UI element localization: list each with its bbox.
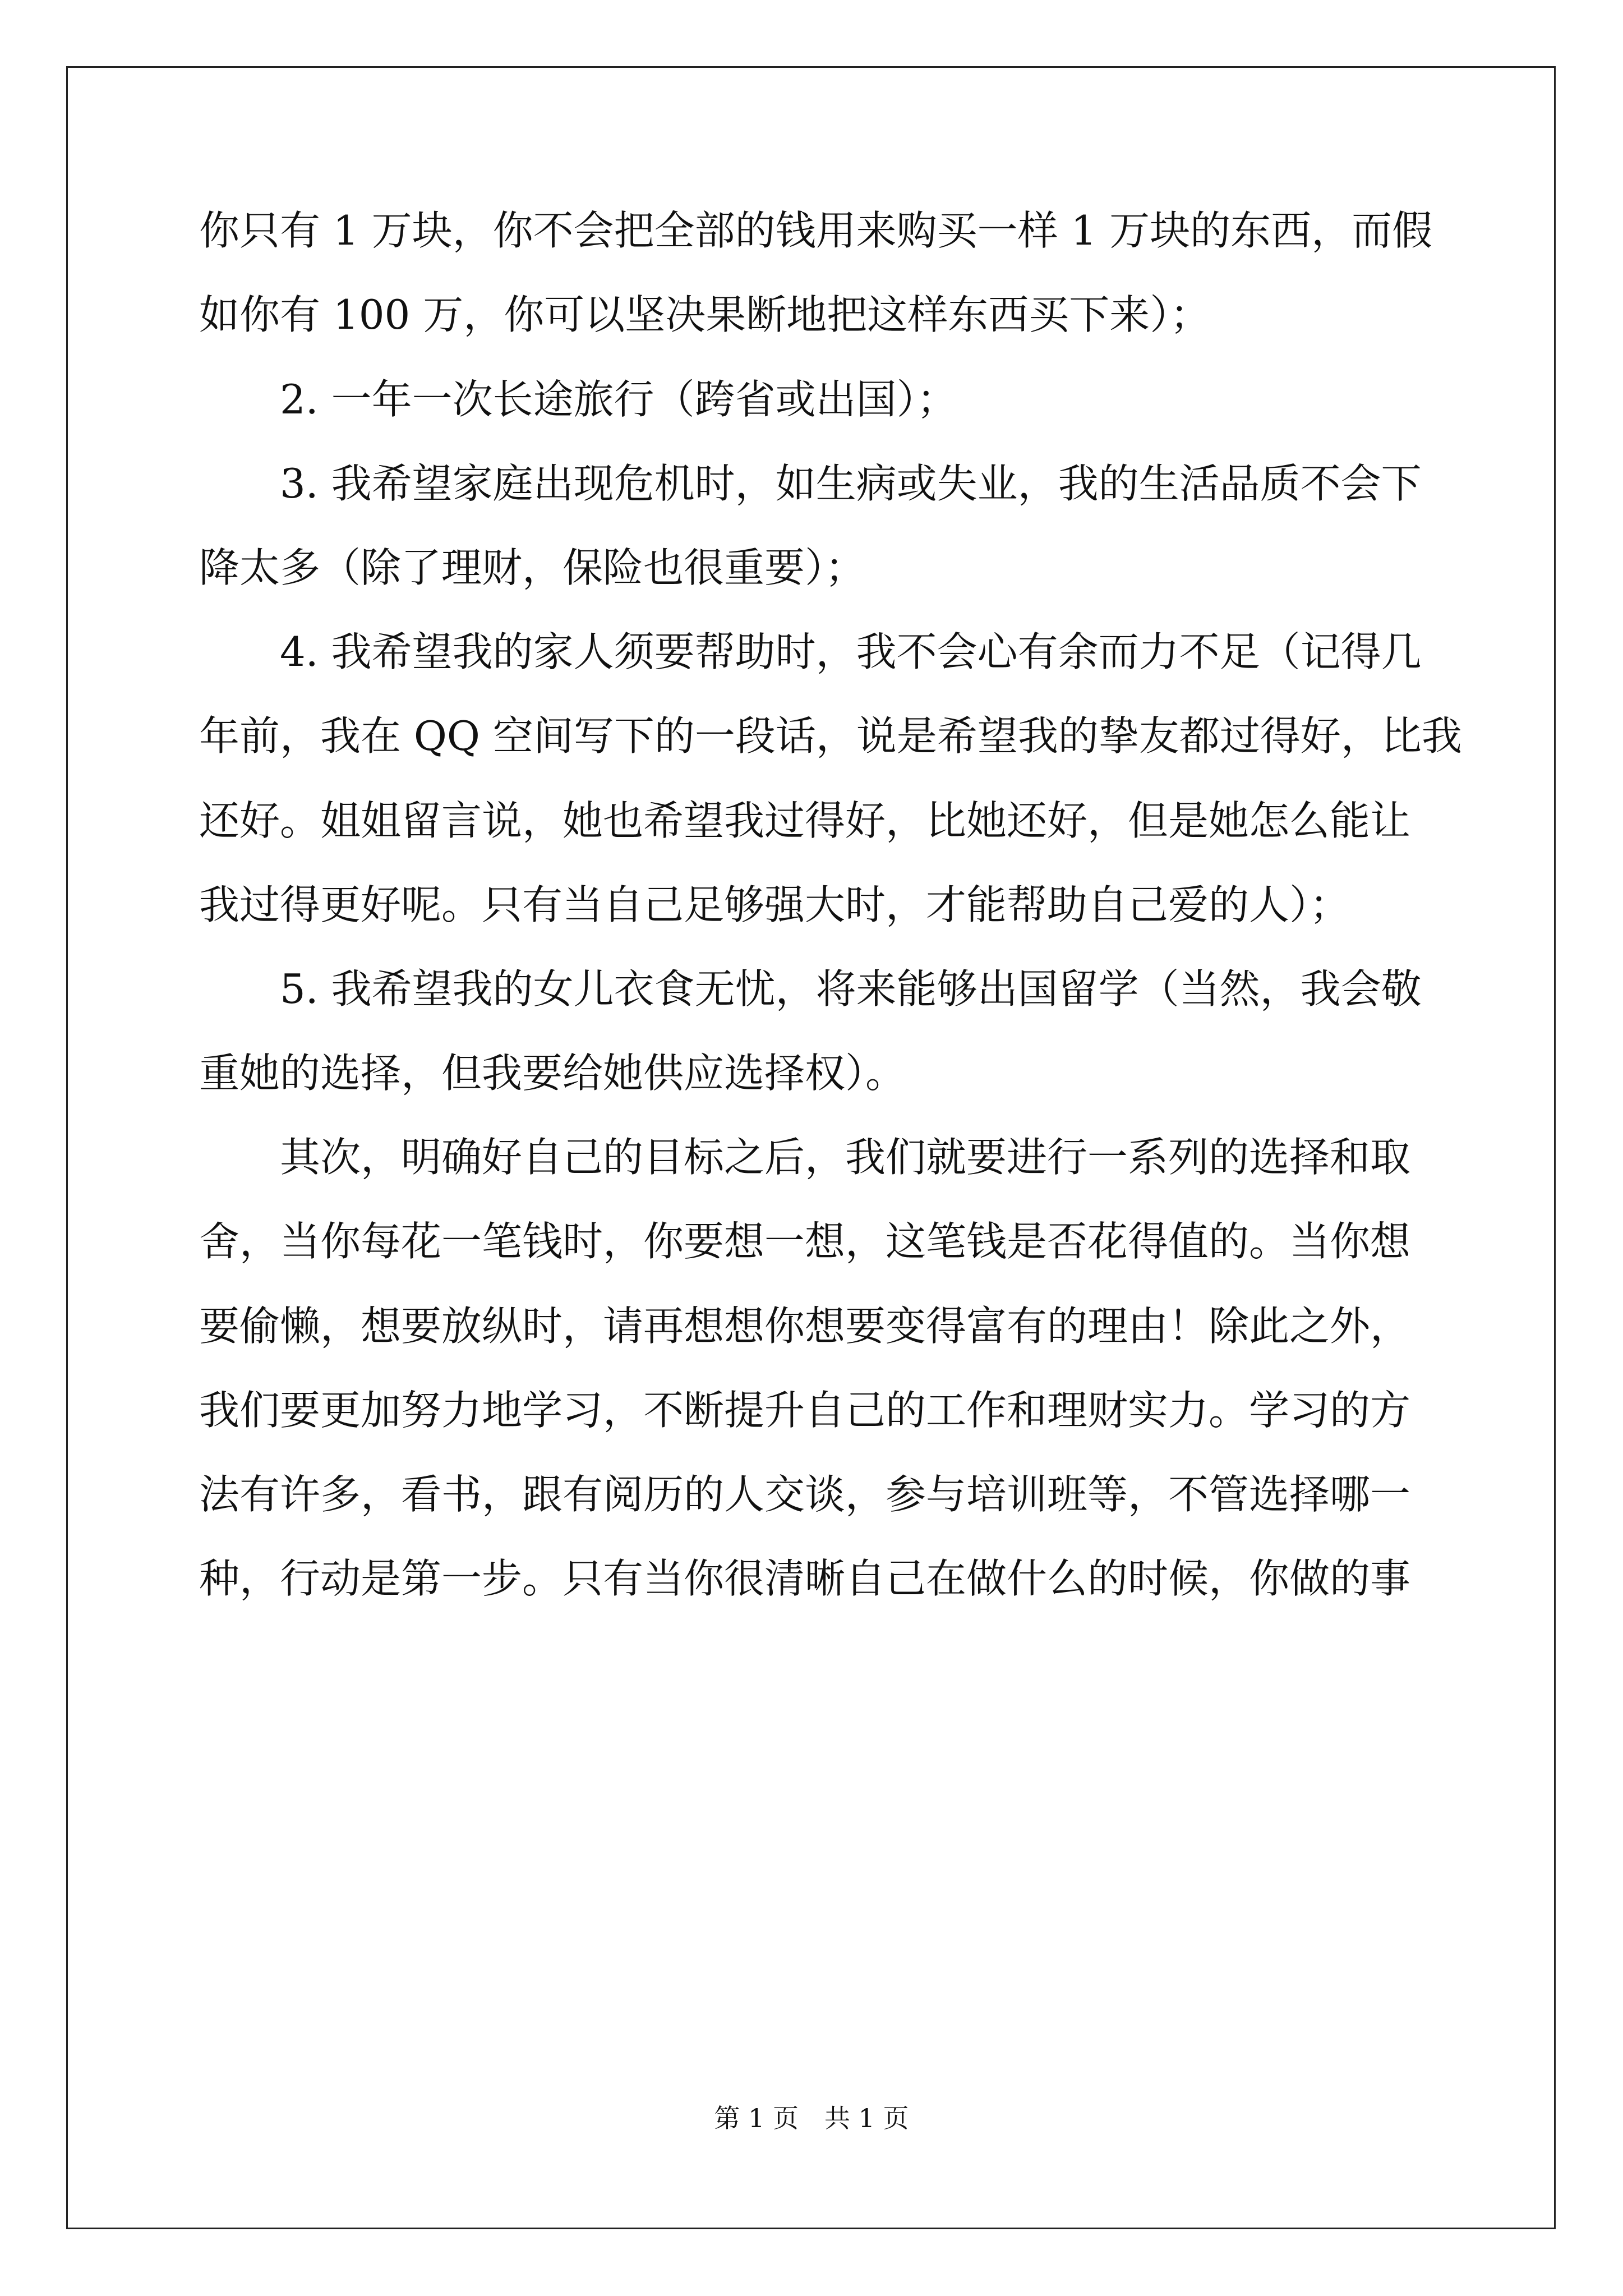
page-footer: 第 1 页 共 1 页	[714, 2103, 909, 2133]
text-line: 还好。姐姐留言说，她也希望我过得好，比她还好，但是她怎么能让	[199, 797, 1411, 844]
list-item-2: 2. 一年一次长途旅行（跨省或出国）；	[280, 376, 957, 423]
text-line: 年前，我在 QQ 空间写下的一段话，说是希望我的挚友都过得好，比我	[199, 712, 1462, 760]
text-line: 法有许多，看书，跟有阅历的人交谈，参与培训班等，不管选择哪一	[199, 1471, 1411, 1518]
paragraph-start: 其次，明确好自己的目标之后，我们就要进行一系列的选择和取	[280, 1134, 1411, 1181]
list-item-5: 5. 我希望我的女儿衣食无忧，将来能够出国留学（当然，我会敬	[280, 965, 1422, 1013]
text-line: 我过得更好呢。只有当自己足够强大时，才能帮助自己爱的人）；	[199, 881, 1350, 928]
text-line: 重她的选择，但我要给她供应选择权）。	[199, 1050, 906, 1097]
text-line: 我们要更加努力地学习，不断提升自己的工作和理财实力。学习的方	[199, 1387, 1411, 1434]
text-line: 降太多（除了理财，保险也很重要）；	[199, 544, 866, 591]
text-line: 舍，当你每花一笔钱时，你要想一想，这笔钱是否花得值的。当你想	[199, 1218, 1411, 1265]
text-line: 要偷懒，想要放纵时，请再想想你想要变得富有的理由！除此之外，	[199, 1303, 1411, 1350]
list-item-3: 3. 我希望家庭出现危机时，如生病或失业，我的生活品质不会下	[280, 460, 1422, 507]
text-line: 你只有 1 万块，你不会把全部的钱用来购买一样 1 万块的东西，而假	[199, 207, 1433, 254]
text-line: 种，行动是第一步。只有当你很清晰自己在做什么的时候，你做的事	[199, 1555, 1411, 1602]
text-line: 如你有 100 万，你可以坚决果断地把这样东西买下来）；	[199, 291, 1211, 338]
list-item-4: 4. 我希望我的家人须要帮助时，我不会心有余而力不足（记得几	[280, 628, 1422, 675]
